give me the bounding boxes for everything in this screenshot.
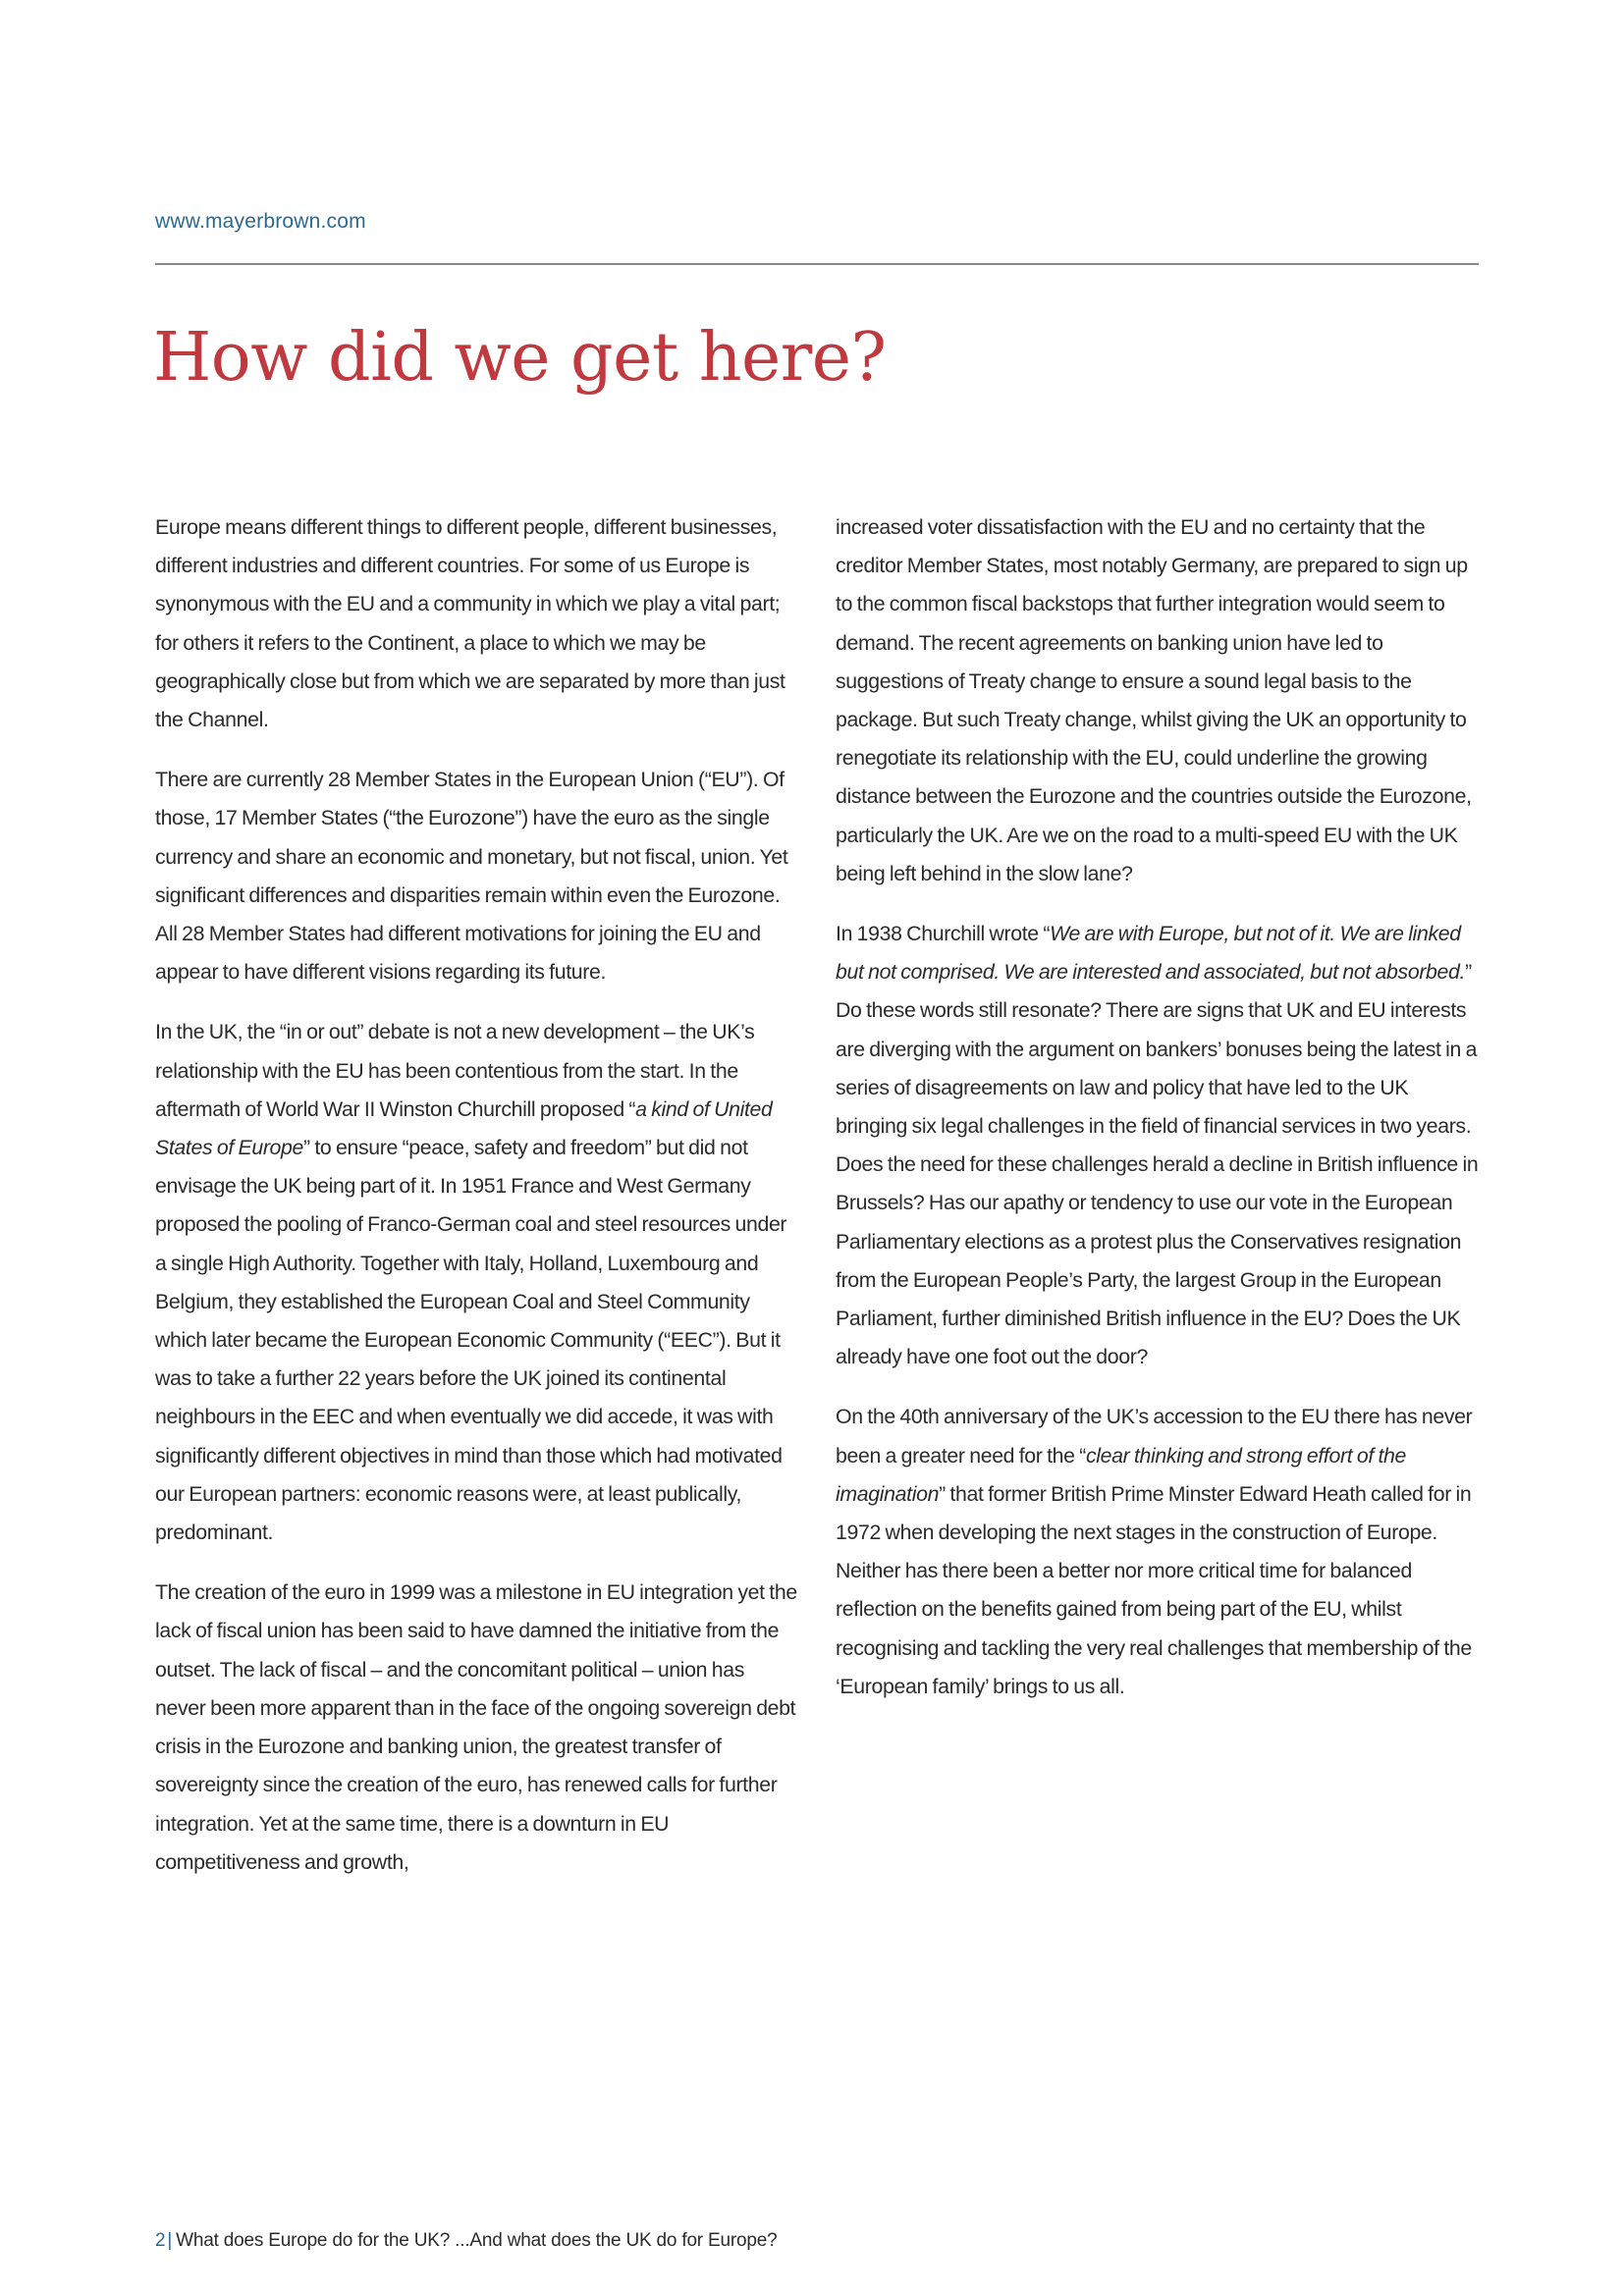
paragraph-text: ” that former British Prime Minster Edward Heath called for in 1972 when developing the next stages in the construction of Europe. Neither has there been a better nor more critical time for balanced reflection on the benefits gained from being part of the EU, whilst recognising and tackling the very real challenges that membership of the ‘European family’ brings to us all. bbox=[836, 1481, 1472, 1698]
footer-title: What does Europe do for the UK? ...And what does the UK do for Europe? bbox=[176, 2230, 778, 2251]
paragraph-churchill-1938 bbox=[836, 915, 1480, 1376]
page-number: 2 bbox=[155, 2230, 166, 2251]
header-url-link[interactable]: www.mayerbrown.com bbox=[155, 210, 366, 233]
churchill-quote-italic: a kind of United States of Europe bbox=[155, 1096, 773, 1160]
paragraph-in-or-out-debate bbox=[155, 1013, 799, 1552]
page-footer bbox=[155, 2230, 777, 2252]
paragraph-text: ” to ensure “peace, safety and freedom” but did not envisage the UK being part of it. In 1951 France and West Germany proposed the pooling of Franco-German coal and steel resources under a single High Authority. Together with Italy, Holland, Luxembourg and Belgium, they established the European Coal and Steel Community which later became the European Economic Community (“EEC”). But it was to take a further 22 years before the UK joined its continental neighbours in the EEC and when eventually we did accede, it was with significantly different objectives in mind than those which had motivated our European partners: economic reasons were, at least publically, predominant. bbox=[155, 1136, 787, 1545]
heath-quote-italic: clear thinking and strong effort of the imagination bbox=[836, 1443, 1407, 1506]
paragraph-text: ” Do these words still resonate? There are signs that UK and EU interests are diverging with the argument on bankers’ bonuses being the latest in a series of disagreements on law and policy that have led to the UK bringing six legal challenges in the field of financial services in two years. Does the need for these challenges herald a decline in British influence in Brussels? Has our apathy or tendency to use our vote in the European Parliamentary elections as a protest plus the Conservatives resignation from the European People’s Party, the largest Group in the European Parliament, further diminished British influence in the EU? Does the UK already have one foot out the door? bbox=[836, 960, 1479, 1369]
right-column bbox=[836, 508, 1480, 1728]
paragraph-text: In 1938 Churchill wrote “ bbox=[836, 922, 1051, 946]
paragraph-member-states: There are currently 28 Member States in the European Union (“EU”). Of those, 17 Member States (“the Eurozone”) have the euro as the single currency and share an economic and monetary, but not fiscal, union. Yet significant differences and disparities remain within even the Eurozone. All 28 Member States had different motivations for joining the EU and appear to have different visions regarding its future. bbox=[155, 768, 788, 985]
header-divider bbox=[155, 263, 1479, 265]
page-title: How did we get here? bbox=[153, 319, 887, 397]
paragraph-voter-dissatisfaction: increased voter dissatisfaction with the EU and no certainty that the creditor Member States, most notably Germany, are prepared to sign up to the common fiscal backstops that further integration would seem to demand. The recent agreements on banking union have led to suggestions of Treaty change to ensure a sound legal basis to the package. But such Treaty change, whilst giving the UK an opportunity to renegotiate its relationship with the EU, could underline the growing distance between the Eurozone and the countries outside the Eurozone, particularly the UK. Are we on the road to a multi-speed EU with the UK being left behind in the slow lane? bbox=[836, 515, 1472, 885]
paragraph-40th-anniversary bbox=[836, 1398, 1480, 1706]
churchill-1938-quote-italic: We are with Europe, but not of it. We are linked but not comprised. We are interested and associated, but not absorbed. bbox=[836, 922, 1466, 985]
paragraph-europe-meanings: Europe means different things to different people, different businesses, different industries and different countries. For some of us Europe is synonymous with the EU and a community in which we play a vital part; for others it refers to the Continent, a place to which we may be geographically close but from which we are separated by more than just the Channel. bbox=[155, 515, 785, 732]
footer-separator: | bbox=[167, 2230, 173, 2251]
paragraph-text: In the UK, the “in or out” debate is not a new development – the UK’s relationship with the EU has been contentious from the start. In the aftermath of World War II Winston Churchill proposed “ bbox=[155, 1020, 755, 1121]
paragraph-euro-creation: The creation of the euro in 1999 was a milestone in EU integration yet the lack of fiscal union has been said to have damned the initiative from the outset. The lack of fiscal – and the concomitant political – union has never been more apparent than in the face of the ongoing sovereign debt crisis in the Eurozone and banking union, the greatest transfer of sovereignty since the creation of the euro, has renewed calls for further integration. Yet at the same time, there is a downturn in EU competitiveness and growth, bbox=[155, 1580, 797, 1874]
left-column bbox=[155, 508, 799, 1903]
paragraph-text: On the 40th anniversary of the UK’s accession to the EU there has never been a greater need for the “ bbox=[836, 1405, 1473, 1468]
